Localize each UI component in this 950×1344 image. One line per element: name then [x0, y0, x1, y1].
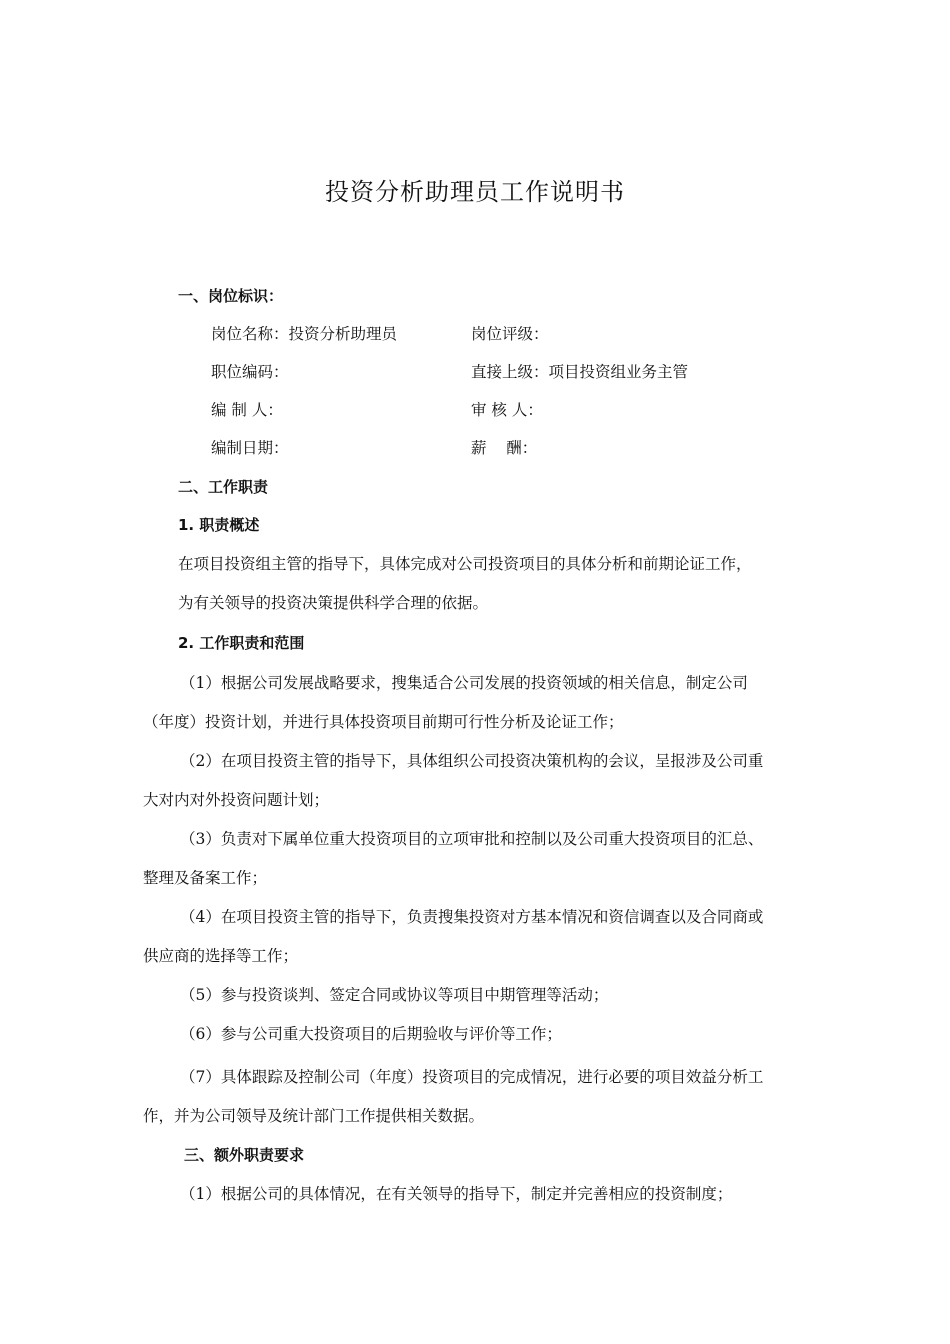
field-post-grade: 岗位评级： [471, 325, 549, 343]
section2-heading: 二、工作职责 [178, 478, 269, 496]
section1-heading: 一、岗位标识： [178, 287, 284, 305]
duty-item-7-cont: 作，并为公司领导及统计部门工作提供相关数据。 [143, 1107, 485, 1125]
field-position-code: 职位编码： [211, 363, 289, 381]
sub2-heading: 2. 工作职责和范围 [178, 634, 305, 652]
document-title: 投资分析助理员工作说明书 [325, 178, 625, 206]
summary-line: 在项目投资组主管的指导下，具体完成对公司投资项目的具体分析和前期论证工作， [178, 555, 752, 573]
extra-duty-item-1: （1）根据公司的具体情况，在有关领导的指导下，制定并完善相应的投资制度； [180, 1185, 733, 1203]
duty-item-3: （3）负责对下属单位重大投资项目的立项审批和控制以及公司重大投资项目的汇总、 [180, 830, 764, 848]
field-salary: 薪 酬： [471, 439, 538, 457]
duty-item-4-cont: 供应商的选择等工作； [143, 947, 299, 965]
duty-item-7: （7）具体跟踪及控制公司（年度）投资项目的完成情况，进行必要的项目效益分析工 [180, 1068, 764, 1086]
section3-heading: 三、额外职责要求 [184, 1146, 305, 1164]
duty-item-6: （6）参与公司重大投资项目的后期验收与评价等工作； [180, 1025, 562, 1043]
summary-line: 为有关领导的投资决策提供科学合理的依据。 [178, 594, 489, 612]
field-compile-date: 编制日期： [211, 439, 289, 457]
duty-item-4: （4）在项目投资主管的指导下，负责搜集投资对方基本情况和资信调查以及合同商或 [180, 908, 764, 926]
sub1-heading: 1. 职责概述 [178, 516, 260, 534]
duty-item-5: （5）参与投资谈判、签定合同或协议等项目中期管理等活动； [180, 986, 609, 1004]
field-compiler: 编 制 人： [211, 401, 283, 419]
duty-item-2: （2）在项目投资主管的指导下，具体组织公司投资决策机构的会议，呈报涉及公司重 [180, 752, 764, 770]
field-reviewer: 审 核 人： [471, 401, 543, 419]
duty-item-3-cont: 整理及备案工作； [143, 869, 268, 887]
field-post-name: 岗位名称：投资分析助理员 [211, 325, 398, 343]
duty-item-2-cont: 大对内对外投资问题计划； [143, 791, 330, 809]
field-direct-superior: 直接上级：项目投资组业务主管 [471, 363, 689, 381]
duty-item-1-cont: （年度）投资计划，并进行具体投资项目前期可行性分析及论证工作； [143, 713, 624, 731]
duty-item-1: （1）根据公司发展战略要求，搜集适合公司发展的投资领域的相关信息，制定公司 [180, 674, 748, 692]
